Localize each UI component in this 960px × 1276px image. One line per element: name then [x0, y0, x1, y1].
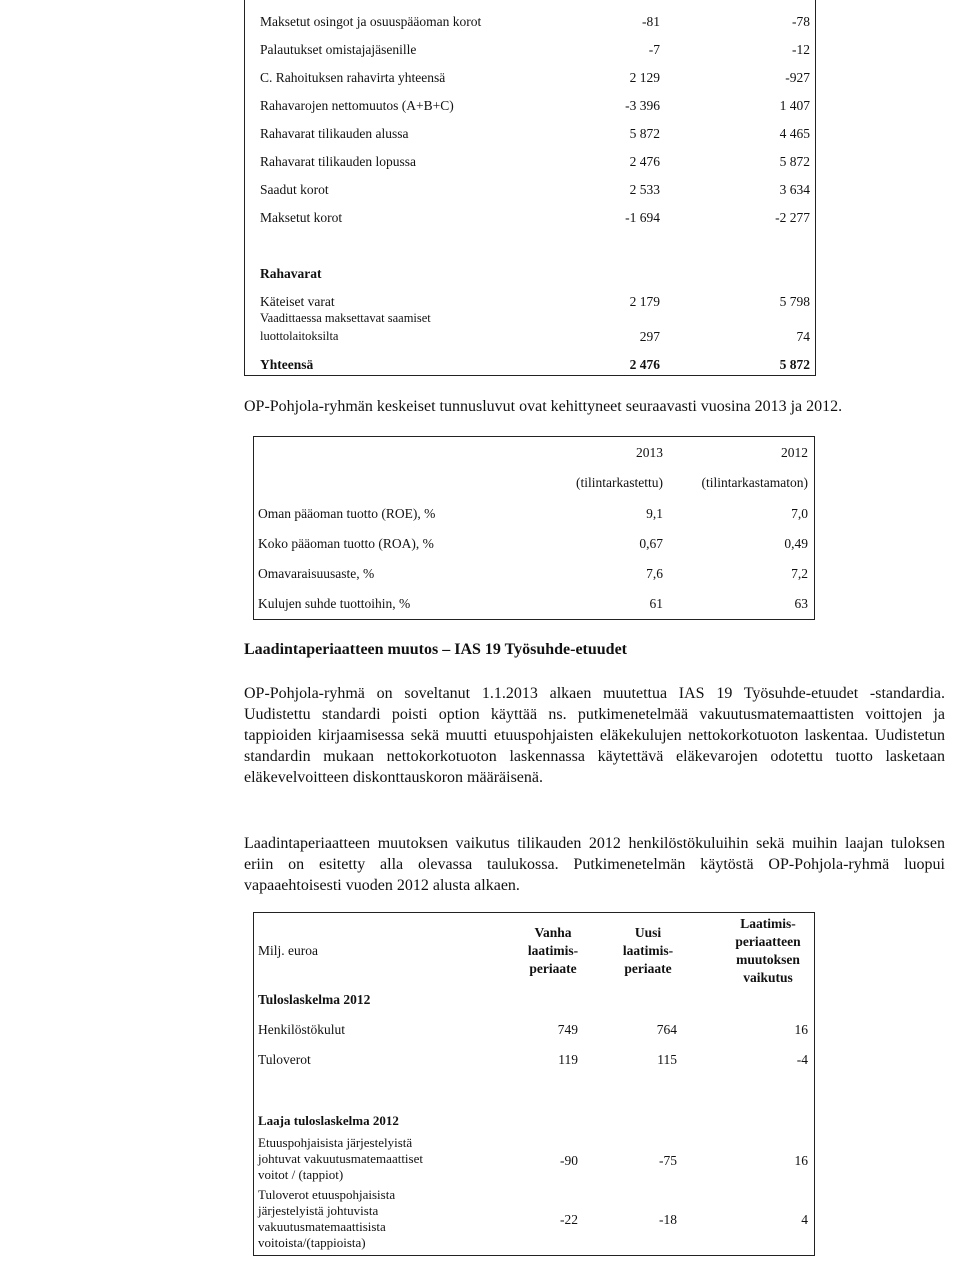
value-2013: 297	[639, 329, 660, 344]
value-2012: -12	[792, 42, 810, 57]
cashflow-row	[260, 42, 810, 60]
value-2012: 0,49	[784, 536, 808, 551]
value-new: 115	[657, 1052, 677, 1067]
value-2013: -7	[648, 42, 660, 57]
column-note-2013: (tilintarkastettu)	[576, 475, 663, 490]
row-label: Oman pääoman tuotto (ROE), %	[258, 506, 436, 521]
row-label: Rahavarat tilikauden alussa	[260, 126, 409, 141]
row-label: Rahavarat tilikauden lopussa	[260, 154, 416, 169]
key-figure-row	[258, 536, 811, 554]
row-label: Palautukset omistajajäsenille	[260, 42, 417, 57]
key-figure-row	[258, 566, 811, 584]
row-label: Omavaraisuusaste, %	[258, 566, 375, 581]
value-2012: 7,0	[791, 506, 808, 521]
value-2012: 74	[796, 329, 810, 344]
key-figures-header-notes	[258, 475, 811, 493]
value-effect: -4	[796, 1052, 808, 1067]
header-line: Laatimis-	[740, 916, 796, 931]
cashflow-row	[260, 70, 810, 88]
row-label: Yhteensä	[260, 357, 314, 372]
value-2012: 7,2	[791, 566, 808, 581]
row-label: Henkilöstökulut	[258, 1022, 345, 1037]
key-figure-row	[258, 596, 811, 614]
value-effect: 16	[794, 1022, 808, 1037]
header-line: vaikutus	[743, 970, 793, 985]
value-2013: 2 533	[629, 182, 660, 197]
value-2012: -78	[792, 14, 810, 29]
cash-row	[260, 329, 810, 347]
value-old: 119	[558, 1052, 578, 1067]
value-new: -75	[659, 1153, 677, 1168]
value-2012: 5 872	[779, 357, 810, 372]
row-label: Käteiset varat	[260, 294, 335, 309]
header-line: periaate	[624, 961, 672, 976]
value-2012: 1 407	[779, 98, 810, 113]
cashflow-row	[260, 98, 810, 116]
value-2013: -1 694	[625, 210, 660, 225]
row-label: C. Rahoituksen rahavirta yhteensä	[260, 70, 446, 85]
row-label: Maksetut osingot ja osuuspääoman korot	[260, 14, 482, 29]
column-header-old	[508, 924, 598, 978]
column-year-2012: 2012	[781, 445, 808, 460]
key-figures-table	[253, 436, 815, 620]
value-2013: -3 396	[625, 98, 660, 113]
row-label: Koko pääoman tuotto (ROA), %	[258, 536, 434, 551]
value-2012: 5 798	[779, 294, 810, 309]
paragraph-effect-intro: Laadintaperiaatteen muutoksen vaikutus tilikauden 2012 henkilöstökuluihin sekä muihin laajan tuloksen eriin on esitetty alla olevassa taulukossa. Putkimenetelmän käytöstä OP-Pohjola-ryhmä luopui vapaaehtoisesti vuoden 2012 alusta alkaen.	[244, 835, 945, 894]
value-2013: 2 476	[629, 154, 660, 169]
row-label: Tuloverot	[258, 1052, 311, 1067]
value-2013: 0,67	[639, 536, 663, 551]
value-2013: 61	[649, 596, 663, 611]
header-line: Vanha	[534, 925, 572, 940]
header-line: laatimis-	[622, 943, 674, 958]
header-line: laatimis-	[527, 943, 579, 958]
row-label: Maksetut korot	[260, 210, 343, 225]
cashflow-row	[260, 210, 810, 228]
value-2012: 3 634	[779, 182, 810, 197]
label-line: vakuutusmatemaattisista	[258, 1219, 386, 1234]
comprehensive-income-title: Laaja tuloslaskelma 2012	[258, 1113, 399, 1128]
cash-total-row	[260, 357, 810, 375]
value-effect: 4	[801, 1212, 808, 1227]
label-line: voitot / (tappiot)	[258, 1167, 344, 1182]
label-line: johtuvat vakuutusmatemaattiset	[258, 1151, 423, 1166]
label-line: Etuuspohjaisista järjestelyistä	[258, 1135, 413, 1150]
value-2013: 5 872	[629, 126, 660, 141]
cashflow-row	[260, 126, 810, 144]
key-figures-header-years	[258, 445, 811, 463]
column-header-effect	[718, 915, 818, 987]
row-label	[258, 1187, 395, 1251]
value-new: 764	[656, 1022, 677, 1037]
value-old: 749	[557, 1022, 578, 1037]
column-note-2012: (tilintarkastamaton)	[701, 475, 808, 490]
value-2012: 4 465	[779, 126, 810, 141]
value-new: -18	[659, 1212, 677, 1227]
intro-text: OP-Pohjola-ryhmän keskeiset tunnusluvut ovat kehittyneet seuraavasti vuosina 2013 ja 2012.	[244, 398, 843, 415]
value-effect: 16	[794, 1153, 808, 1168]
value-2012: 5 872	[779, 154, 810, 169]
cashflow-row	[260, 154, 810, 172]
value-2012: -927	[785, 70, 810, 85]
value-2013: -81	[642, 14, 660, 29]
column-header-new	[603, 924, 693, 978]
row-label: Saadut korot	[260, 182, 329, 197]
label-line: järjestelyistä johtuvista	[258, 1203, 379, 1218]
row-label: Rahavarojen nettomuutos (A+B+C)	[260, 98, 454, 113]
label-line: voitoista/(tappioista)	[258, 1235, 366, 1250]
value-2013: 2 129	[629, 70, 660, 85]
column-year-2013: 2013	[636, 445, 663, 460]
row-label	[258, 1135, 423, 1183]
header-line: muutoksen	[736, 952, 800, 967]
cash-row	[260, 294, 810, 312]
value-2013: 9,1	[646, 506, 663, 521]
cash-row-label-line1	[260, 311, 810, 329]
value-2013: 2 179	[629, 294, 660, 309]
label-line: Tuloverot etuuspohjaisista	[258, 1187, 396, 1202]
unit-label: Milj. euroa	[258, 943, 318, 958]
row-label: luottolaitoksilta	[260, 329, 339, 343]
value-2012: 63	[794, 596, 808, 611]
key-figure-row	[258, 506, 811, 524]
value-old: -90	[560, 1153, 578, 1168]
header-line: periaate	[529, 961, 577, 976]
value-2013: 2 476	[629, 357, 660, 372]
value-2013: 7,6	[646, 566, 663, 581]
cashflow-row	[260, 14, 810, 32]
row-label: Kulujen suhde tuottoihin, %	[258, 596, 411, 611]
paragraph-ias19-change: OP-Pohjola-ryhmä on soveltanut 1.1.2013 alkaen muutettua IAS 19 Työsuhde-etuudet -standardia. Uudistettu standardi poisti option käyttää ns. putkimenetelmää vakuutusmatemaattisten voittojen ja tappioiden kirjaamisessa sekä muutti etuuspohjaisten eläkekulujen nettokorkotuoton laskentaa. Uudistetun standardin mukaan nettokorkotuoton laskennassa käytettävä eläkevarojen odotettu tuotto lasketaan eläkevelvoitteen diskonttauskoron määräisenä.	[244, 685, 945, 786]
row-label: Vaadittaessa maksettavat saamiset	[260, 311, 431, 325]
cash-section-title: Rahavarat	[260, 266, 322, 281]
value-2012: -2 277	[775, 210, 810, 225]
header-line: Uusi	[634, 925, 662, 940]
section-heading: Laadintaperiaatteen muutos – IAS 19 Työsuhde-etuudet	[244, 641, 628, 658]
cash-section-title-row	[260, 266, 810, 284]
value-old: -22	[560, 1212, 578, 1227]
income-statement-title: Tuloslaskelma 2012	[258, 992, 371, 1007]
header-line: periaatteen	[735, 934, 801, 949]
cashflow-row	[260, 182, 810, 200]
